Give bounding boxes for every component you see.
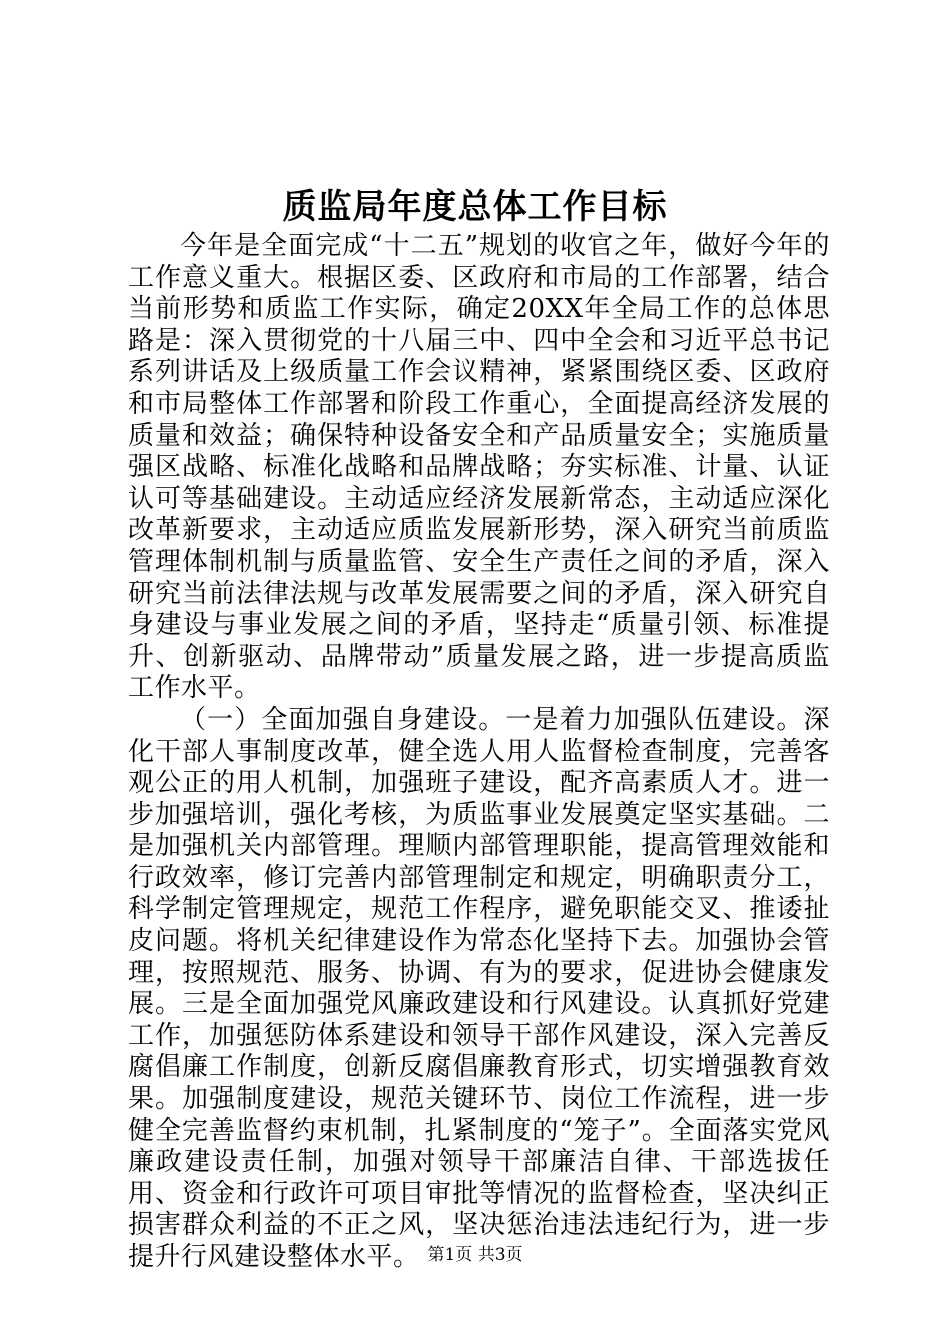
paragraph-self-construction: （一）全面加强自身建设。一是着力加强队伍建设。深化干部人事制度改革，健全选人用人监督检查制度，完善客观公正的用人机制，加强班子建设，配齐高素质人才。进一步加强培训，强化考核，为质监事业发展奠定坚实基础。二是加强机关内部管理。理顺内部管理职能，提高管理效能和行政效率，修订完善内部管理制定和规定，明确职责分工，科学制定管理规定，规范工作程序，避免职能交叉、推诿扯皮问题。将机关纪律建设作为常态化坚持下去。加强协会管理，按照规范、服务、协调、有为的要求，促进协会健康发展。三是全面加强党风廉政建设和行风建设。认真抓好党建工作，加强惩防体系建设和领导干部作风建设，深入完善反腐倡廉工作制度，创新反腐倡廉教育形式，切实增强教育效果。加强制度建设，规范关键环节、岗位工作流程，进一步健全完善监督约束机制，扎紧制度的“笼子”。全面落实党风廉政建设责任制，加强对领导干部廉洁自律、干部选拔任用、资金和行政许可项目审批等情况的监督检查，坚决纠正损害群众利益的不正之风，坚决惩治违法违纪行为，进一步提升行风建设整体水平。 — [128, 704, 830, 1272]
paragraph-intro: 今年是全面完成“十二五”规划的收官之年，做好今年的工作意义重大。根据区委、区政府和市局的工作部署，结合当前形势和质监工作实际，确定20XX年全局工作的总体思路是：深入贯彻党的十八届三中、四中全会和习近平总书记系列讲话及上级质量工作会议精神，紧紧围绕区委、区政府和市局整体工作部署和阶段工作重心，全面提高经济发展的质量和效益；确保特种设备安全和产品质量安全；实施质量强区战略、标准化战略和品牌战略；夯实标准、计量、认证认可等基础建设。主动适应经济发展新常态，主动适应深化改革新要求，主动适应质监发展新形势，深入研究当前质监管理体制机制与质量监管、安全生产责任之间的矛盾，深入研究当前法律法规与改革发展需要之间的矛盾，深入研究自身建设与事业发展之间的矛盾，坚持走“质量引领、标准提升、创新驱动、品牌带动”质量发展之路，进一步提高质监工作水平。 — [128, 231, 830, 704]
document-body — [128, 231, 830, 1274]
page-footer: 第1页 共3页 — [427, 1245, 523, 1265]
document-title: 质监局年度总体工作目标 — [282, 187, 668, 227]
